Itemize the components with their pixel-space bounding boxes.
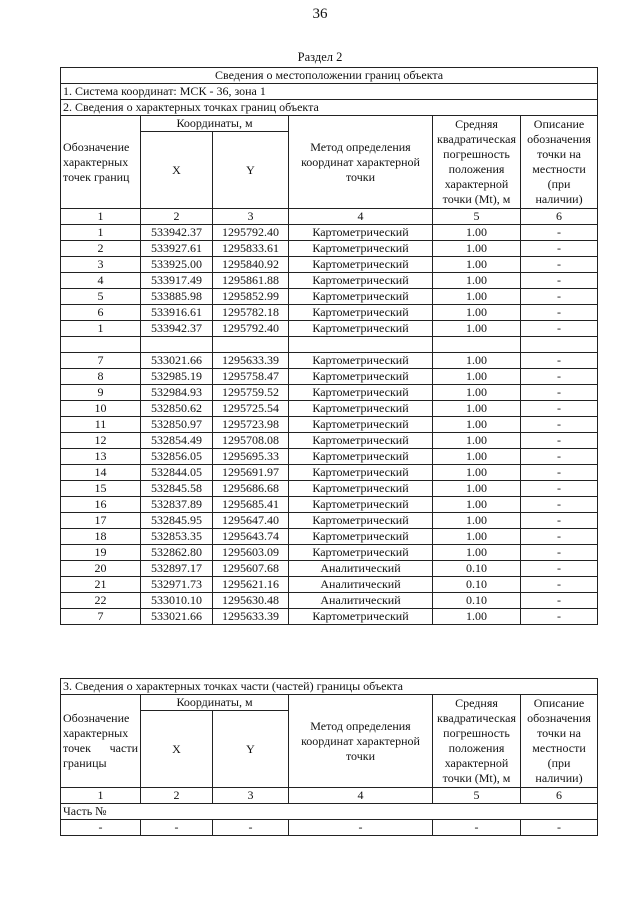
table-cell: 1.00 [433,465,521,481]
table-cell: 0.10 [433,561,521,577]
table-cell: Картометрический [289,369,433,385]
table-cell: 1295685.41 [213,497,289,513]
table-cell: Картометрический [289,225,433,241]
table-row [61,561,598,577]
table-cell: - [521,577,598,593]
table-cell: 1295621.16 [213,577,289,593]
table-row [61,289,598,305]
table-cell: 532862.80 [141,545,213,561]
table-cell: 1295792.40 [213,225,289,241]
separator-row [61,337,598,353]
table-row [61,417,598,433]
table-cell: 532850.97 [141,417,213,433]
table-cell: 1295861.88 [213,273,289,289]
table-cell: 1295633.39 [213,353,289,369]
table-cell: - [521,513,598,529]
table-cell: Картометрический [289,257,433,273]
table-cell: 1295792.40 [213,321,289,337]
table-cell: - [521,593,598,609]
table-cell: 1.00 [433,289,521,305]
table-cell: - [521,433,598,449]
table-cell: 1295695.33 [213,449,289,465]
table-row [61,273,598,289]
table-cell: 1295643.74 [213,529,289,545]
table-cell: - [289,820,433,836]
table-cell: 6 [521,788,598,804]
table-cell: 0.10 [433,593,521,609]
table-cell: Аналитический [289,593,433,609]
table-row [61,353,598,369]
table-cell: 1.00 [433,417,521,433]
table-cell: 533021.66 [141,609,213,625]
table-cell: - [521,257,598,273]
header-method-part: Метод определения координат характерной точки [289,695,433,788]
table-cell: 7 [61,609,141,625]
table-cell: 1295723.98 [213,417,289,433]
table-cell: 1295647.40 [213,513,289,529]
table-cell: Картометрический [289,465,433,481]
table-cell: - [433,820,521,836]
table-cell: 532837.89 [141,497,213,513]
table-cell: 5 [61,289,141,305]
table-cell: 16 [61,497,141,513]
coord-system: 1. Система координат: МСК - 36, зона 1 [61,84,598,100]
table-cell: Картометрический [289,433,433,449]
table-cell: 533942.37 [141,321,213,337]
part-label-row [61,804,598,820]
table-cell: Картометрический [289,481,433,497]
part-label: Часть № [61,804,598,820]
table-row [61,225,598,241]
table-cell: Картометрический [289,289,433,305]
table-row [61,465,598,481]
table-row [61,321,598,337]
table-cell: - [521,321,598,337]
part2-title: 2. Сведения о характерных точках границ объекта [61,100,598,116]
table-row [61,545,598,561]
table-cell: 6 [61,305,141,321]
header-y-part: Y [213,711,289,788]
table-cell: 1295840.92 [213,257,289,273]
table-cell: 22 [61,593,141,609]
table-cell: 3 [213,788,289,804]
table-cell: 1.00 [433,529,521,545]
table-cell: 532853.35 [141,529,213,545]
table-cell: 2 [141,788,213,804]
table-cell: - [521,385,598,401]
table-row [61,577,598,593]
table-cell: 532854.49 [141,433,213,449]
table-cell: 532850.62 [141,401,213,417]
table-cell: 1295782.18 [213,305,289,321]
table-cell: 13 [61,449,141,465]
table-cell: 1295833.61 [213,241,289,257]
table-cell: Картометрический [289,305,433,321]
table-cell: 533885.98 [141,289,213,305]
table-cell: Картометрический [289,273,433,289]
header-x: X [141,132,213,209]
table-cell: 0.10 [433,577,521,593]
table-cell: 9 [61,385,141,401]
table-cell: 533916.61 [141,305,213,321]
header-point: Обозначение характерных точек границ [61,116,141,209]
table-cell: 19 [61,545,141,561]
table-cell: - [521,241,598,257]
table-cell: 5 [433,209,521,225]
table-cell: Картометрический [289,497,433,513]
header-description: Описание обозначения точки на местности (при наличии) [521,116,598,209]
table-cell: 533021.66 [141,353,213,369]
table-cell: 532844.05 [141,465,213,481]
header-point-part: Обозначение характерных точек части границы [61,695,141,788]
table-row [61,305,598,321]
table-cell: 1.00 [433,545,521,561]
table-cell: 1 [61,225,141,241]
table-cell: 1.00 [433,257,521,273]
table-cell: Картометрический [289,609,433,625]
table-cell: 11 [61,417,141,433]
table-cell: 17 [61,513,141,529]
table-cell: 1.00 [433,369,521,385]
table-cell: 1295708.08 [213,433,289,449]
table-cell: 1295607.68 [213,561,289,577]
table-cell: 1.00 [433,401,521,417]
table-cell: 1.00 [433,609,521,625]
table-cell: 14 [61,465,141,481]
table-cell: - [61,820,141,836]
table-row [61,433,598,449]
table-cell: Картометрический [289,529,433,545]
table-cell: 1295758.47 [213,369,289,385]
section-label: Раздел 2 [297,50,343,64]
table-cell: Картометрический [289,401,433,417]
table-cell: 533010.10 [141,593,213,609]
table-cell: 1 [61,209,141,225]
table-cell: 533917.49 [141,273,213,289]
table-cell: 1.00 [433,385,521,401]
table-cell: - [521,609,598,625]
table-cell: 1 [61,321,141,337]
table-cell: 532971.73 [141,577,213,593]
table-cell: Картометрический [289,321,433,337]
table-cell: 1 [61,788,141,804]
table-cell: 1.00 [433,321,521,337]
table-cell: 533925.00 [141,257,213,273]
table-cell: - [521,289,598,305]
column-number-row [61,209,598,225]
table-cell: - [521,465,598,481]
table-title: Сведения о местоположении границ объекта [61,68,598,84]
table-cell: 1295633.39 [213,609,289,625]
header-coords: Координаты, м [141,116,289,132]
table-cell: 6 [521,209,598,225]
table-cell: Аналитический [289,561,433,577]
table-cell: 21 [61,577,141,593]
header-x-part: X [141,711,213,788]
table-cell: 18 [61,529,141,545]
table-cell: 7 [61,353,141,369]
table-cell: 5 [433,788,521,804]
table-cell: 1295852.99 [213,289,289,305]
table-cell: 1.00 [433,273,521,289]
table-cell: - [521,401,598,417]
table-cell: - [521,225,598,241]
table-cell: - [521,369,598,385]
table-cell: 532985.19 [141,369,213,385]
table-cell: 1295725.54 [213,401,289,417]
table-cell: - [521,417,598,433]
header-method: Метод определения координат характерной точки [289,116,433,209]
table-cell: 1.00 [433,481,521,497]
table-cell: 1.00 [433,449,521,465]
table-cell: - [521,497,598,513]
table-cell: 1.00 [433,305,521,321]
table-cell: - [521,481,598,497]
table-row [61,497,598,513]
table-cell: 1.00 [433,433,521,449]
table-cell: 1.00 [433,353,521,369]
table-cell: 1295691.97 [213,465,289,481]
table-row [61,593,598,609]
header-coords-part: Координаты, м [141,695,289,711]
table-cell: 1.00 [433,241,521,257]
table-cell: - [521,273,598,289]
table-cell: 1295686.68 [213,481,289,497]
table-row [61,820,598,836]
table-cell: Картометрический [289,241,433,257]
part3-title: 3. Сведения о характерных точках части (частей) границы объекта [61,679,598,695]
table-row [61,401,598,417]
table-cell: 532984.93 [141,385,213,401]
table-cell: - [521,561,598,577]
table-cell: - [521,545,598,561]
table-cell: 10 [61,401,141,417]
table-row [61,385,598,401]
table-cell: 1295630.48 [213,593,289,609]
table-cell: 533927.61 [141,241,213,257]
header-description-part: Описание обозначения точки на местности (при наличии) [521,695,598,788]
table-cell: 1.00 [433,497,521,513]
table-cell: 532856.05 [141,449,213,465]
table-cell: 12 [61,433,141,449]
table-cell: - [521,353,598,369]
table-cell: Картометрический [289,449,433,465]
table-cell: - [521,305,598,321]
table-row [61,449,598,465]
table-cell: 3 [61,257,141,273]
table-cell: 2 [141,209,213,225]
table-row [61,529,598,545]
table-cell: 3 [213,209,289,225]
table-cell: - [521,820,598,836]
table-cell: 4 [289,209,433,225]
table-cell: 532845.95 [141,513,213,529]
boundary-points-table [60,67,598,625]
table-cell: 15 [61,481,141,497]
table-cell: 532897.17 [141,561,213,577]
table-cell: 2 [61,241,141,257]
part-points-table [60,678,598,836]
table-cell: Аналитический [289,577,433,593]
header-error: Средняя квадратическая погрешность положения характерной точки (Mt), м [433,116,521,209]
table-cell: Картометрический [289,513,433,529]
header-error-part: Средняя квадратическая погрешность положения характерной точки (Mt), м [433,695,521,788]
column-number-row [61,788,598,804]
table-cell: 1.00 [433,225,521,241]
table-cell: 4 [289,788,433,804]
table-row [61,609,598,625]
table-cell: 20 [61,561,141,577]
table-cell: 4 [61,273,141,289]
table-row [61,369,598,385]
table-cell: 1.00 [433,513,521,529]
table-cell: - [521,529,598,545]
header-y: Y [213,132,289,209]
page-number: 36 [312,6,328,22]
table-cell: 8 [61,369,141,385]
table-cell: 533942.37 [141,225,213,241]
table-cell: Картометрический [289,353,433,369]
table-cell: - [213,820,289,836]
table-cell: Картометрический [289,385,433,401]
table-row [61,241,598,257]
table-cell: - [521,449,598,465]
table-cell: Картометрический [289,545,433,561]
table-cell: 1295759.52 [213,385,289,401]
table-row [61,257,598,273]
table-row [61,513,598,529]
table-cell: 532845.58 [141,481,213,497]
table-cell: - [141,820,213,836]
table-row [61,481,598,497]
table-cell: 1295603.09 [213,545,289,561]
table-cell: Картометрический [289,417,433,433]
